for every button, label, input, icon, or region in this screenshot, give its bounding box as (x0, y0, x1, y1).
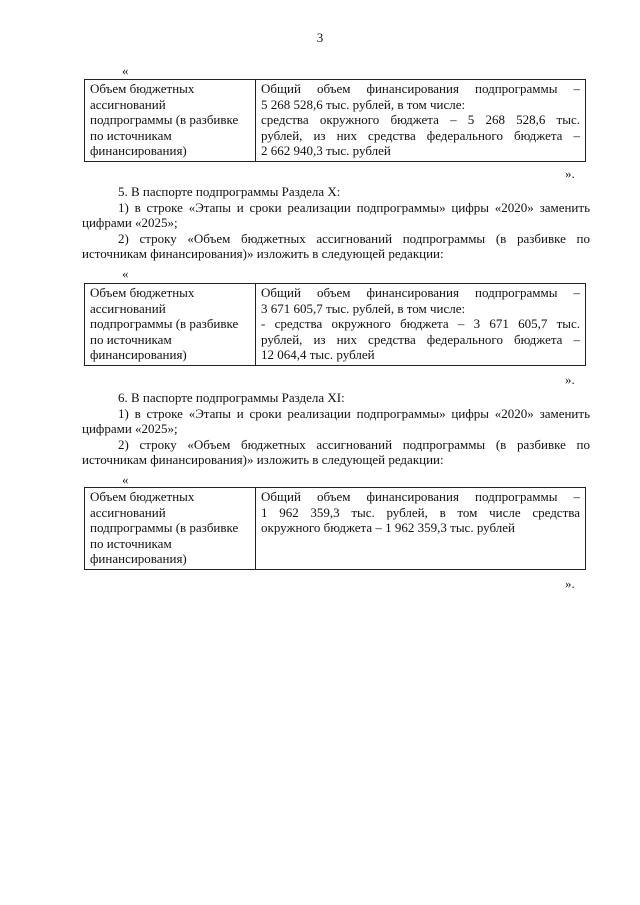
section-item: 1) в строке «Этапы и сроки реализации подпрограммы» цифры «2020» заменить цифрами «2025»; (82, 199, 590, 230)
table-label-cell (85, 80, 256, 162)
label-line: ассигнований (90, 300, 166, 316)
value-line: 2 662 940,3 тыс. рублей (261, 143, 391, 158)
value-line: 5 268 528,6 тыс. рублей, в том числе: (261, 96, 466, 112)
table-value-cell (256, 80, 586, 162)
label-line: подпрограммы (в разбивке (90, 520, 239, 535)
table-label-cell (85, 284, 256, 366)
value-line: окружного бюджета – 1 962 359,3 тыс. рублей (261, 520, 515, 535)
value-line: 1 962 359,3 тыс. рублей, в том числе средства (261, 504, 580, 520)
table-row (85, 284, 586, 366)
section-5 (82, 184, 590, 262)
value-line: 3 671 605,7 тыс. рублей, в том числе: (261, 300, 466, 316)
table-value-cell (256, 284, 586, 366)
value-line: рублей, из них средства федерального бюджета – (261, 331, 580, 347)
value-line: средства окружного бюджета – 5 268 528,6 тыс. (261, 112, 580, 127)
section-item: 1) в строке «Этапы и сроки реализации подпрограммы» цифры «2020» заменить цифрами «2025»; (82, 405, 590, 436)
section-item: 2) строку «Объем бюджетных ассигнований подпрограммы (в разбивке по источникам финансирования)» изложить в следующей редакции: (82, 230, 590, 261)
value-line: Общий объем финансирования подпрограммы – (261, 489, 580, 504)
value-line: 12 064,4 тыс. рублей (261, 347, 375, 362)
open-quote: « (122, 63, 129, 78)
value-line: Общий объем финансирования подпрограммы – (261, 81, 580, 96)
label-line: Объем бюджетных (90, 285, 195, 300)
budget-table-3 (84, 487, 586, 570)
label-line: по источникам (90, 127, 172, 143)
table-label-cell (85, 488, 256, 570)
label-line: финансирования) (90, 551, 187, 566)
section-item: 2) строку «Объем бюджетных ассигнований подпрограммы (в разбивке по источникам финансирования)» изложить в следующей редакции: (82, 436, 590, 467)
close-quote: ». (565, 372, 575, 387)
label-line: ассигнований (90, 504, 166, 520)
section-6 (82, 390, 590, 468)
budget-table-2 (84, 283, 586, 366)
section-heading: 5. В паспорте подпрограммы Раздела X: (118, 184, 341, 199)
label-line: ассигнований (90, 96, 166, 112)
close-quote: ». (565, 166, 575, 181)
open-quote: « (122, 266, 129, 281)
label-line: Объем бюджетных (90, 81, 195, 96)
value-line: - средства окружного бюджета – 3 671 605,7 тыс. (261, 316, 580, 331)
label-line: финансирования) (90, 143, 187, 158)
label-line: подпрограммы (в разбивке (90, 316, 239, 331)
table-row (85, 488, 586, 570)
label-line: подпрограммы (в разбивке (90, 112, 239, 127)
close-quote: ». (565, 576, 575, 591)
page-number: 3 (316, 30, 324, 45)
label-line: по источникам (90, 535, 172, 551)
budget-table-1 (84, 79, 586, 162)
table-value-cell (256, 488, 586, 570)
value-line: Общий объем финансирования подпрограммы – (261, 285, 580, 300)
label-line: финансирования) (90, 347, 187, 362)
section-heading: 6. В паспорте подпрограммы Раздела XI: (118, 390, 345, 405)
open-quote: « (122, 472, 129, 487)
label-line: по источникам (90, 331, 172, 347)
label-line: Объем бюджетных (90, 489, 195, 504)
table-row (85, 80, 586, 162)
value-line: рублей, из них средства федерального бюджета – (261, 127, 580, 143)
